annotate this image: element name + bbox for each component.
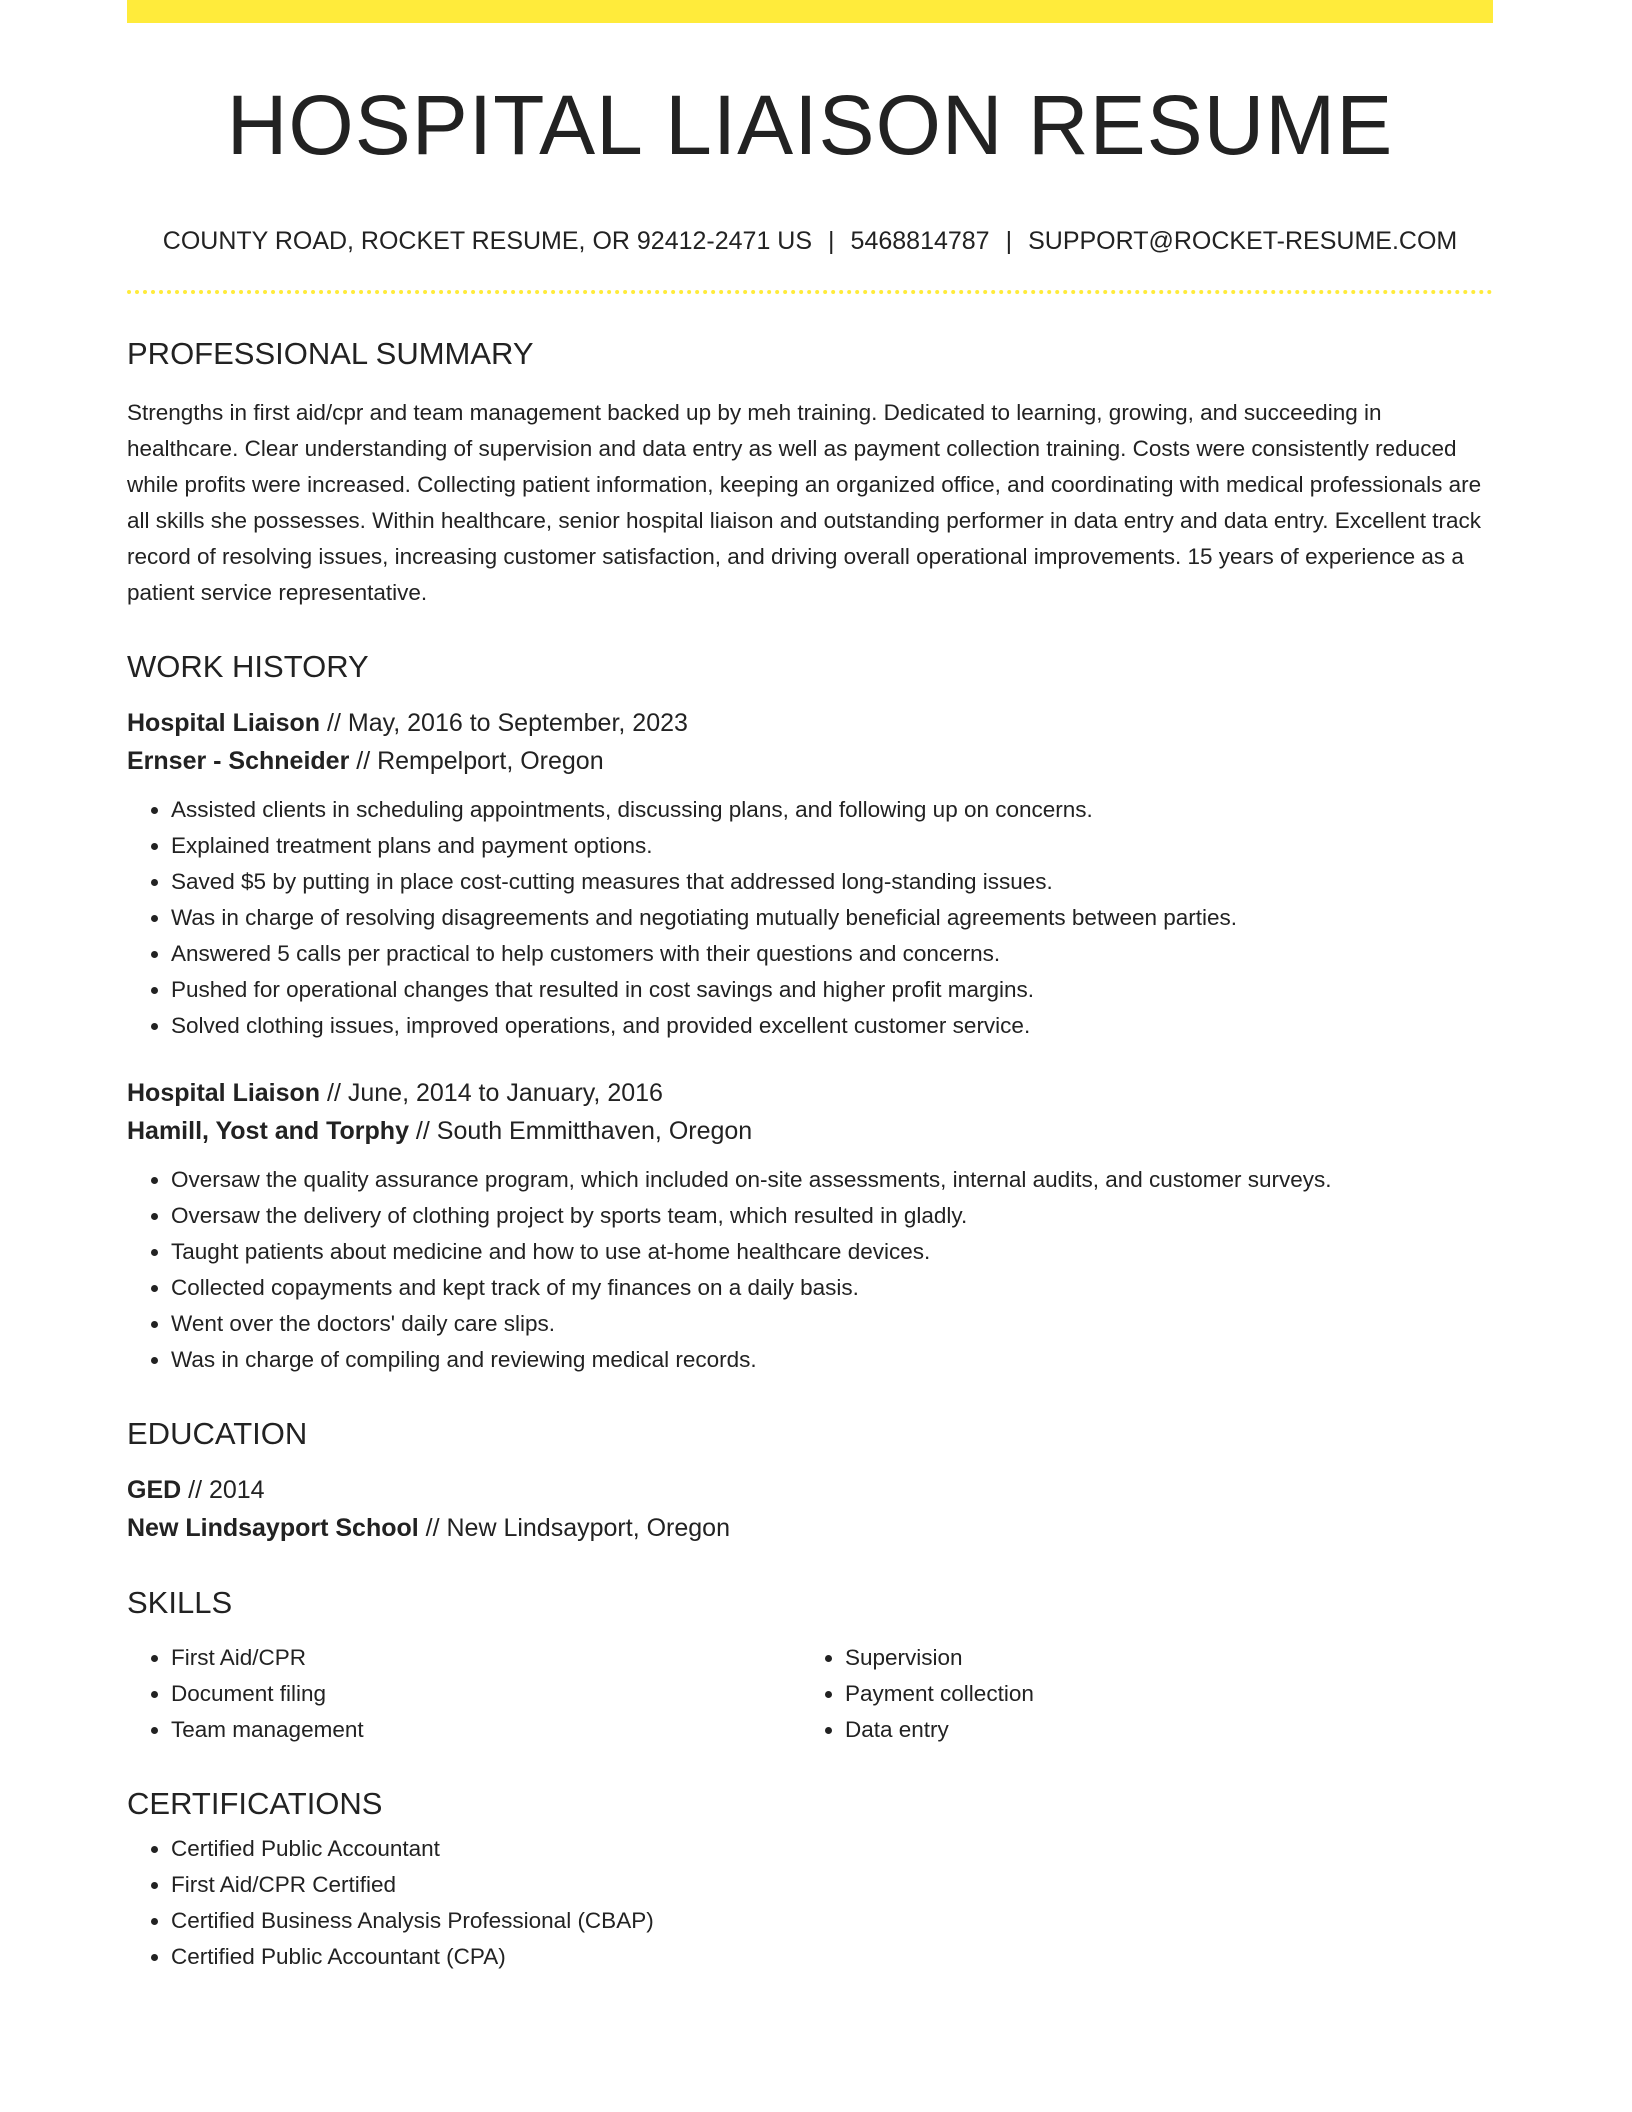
job-title-line <box>127 1074 1493 1112</box>
list-item: • Solved clothing issues, improved operations, and provided excellent customer service. <box>171 1008 1493 1044</box>
list-item: • Taught patients about medicine and how to use at-home healthcare devices. <box>171 1234 1493 1270</box>
skill-item: • Team management <box>171 1712 801 1748</box>
skills-grid <box>127 1640 1493 1748</box>
skills-column-right <box>801 1640 1475 1748</box>
job-location: // Rempelport, Oregon <box>349 747 604 775</box>
contact-phone: 5468814787 <box>850 227 990 255</box>
job-dates: // May, 2016 to September, 2023 <box>320 709 688 737</box>
skill-item: • Data entry <box>845 1712 1475 1748</box>
list-item: • Explained treatment plans and payment options. <box>171 828 1493 864</box>
job-bullets <box>127 1162 1493 1378</box>
education-location: // New Lindsayport, Oregon <box>418 1514 730 1542</box>
accent-top-bar <box>127 0 1493 23</box>
list-item: • Answered 5 calls per practical to help customers with their questions and concerns. <box>171 936 1493 972</box>
skill-item: • Supervision <box>845 1640 1475 1676</box>
resume-title: HOSPITAL LIAISON RESUME <box>226 78 1394 172</box>
section-title-certifications: CERTIFICATIONS <box>127 1786 383 1821</box>
certification-item: • Certified Public Accountant <box>171 1831 1493 1867</box>
job-bullets <box>127 792 1493 1044</box>
section-title-skills: SKILLS <box>127 1585 233 1620</box>
job-title-line <box>127 704 1493 742</box>
list-item: • Oversaw the quality assurance program, which included on-site assessments, internal audits, and customer surveys. <box>171 1162 1493 1198</box>
job-company-line <box>127 1112 1493 1150</box>
education-year: // 2014 <box>181 1476 265 1504</box>
job-company: Ernser - Schneider <box>127 747 350 775</box>
job-company-line <box>127 742 1493 780</box>
contact-separator: | <box>828 227 835 255</box>
dotted-divider <box>127 290 1493 294</box>
section-title-work-history: WORK HISTORY <box>127 649 369 684</box>
summary-text: Strengths in first aid/cpr and team management backed up by meh training. Dedicated to learning, growing, and succeeding in healthcare. Clear understanding of supervision and data entry as well as payment collection training. Costs were consistently reduced while profits were increased. Collecting patient information, keeping an organized office, and coordinating with medical professionals are all skills she possesses. Within healthcare, senior hospital liaison and outstanding performer in data entry and data entry. Excellent track record of resolving issues, increasing customer satisfaction, and driving overall operational improvements. 15 years of experience as a patient service representative. <box>127 400 1482 605</box>
list-item: • Collected copayments and kept track of my finances on a daily basis. <box>171 1270 1493 1306</box>
job-role: Hospital Liaison <box>127 1079 321 1107</box>
certification-item: • First Aid/CPR Certified <box>171 1867 1493 1903</box>
resume-page <box>127 0 1493 1975</box>
list-item: • Oversaw the delivery of clothing project by sports team, which resulted in gladly. <box>171 1198 1493 1234</box>
contact-address: COUNTY ROAD, ROCKET RESUME, OR 92412-2471 US <box>162 227 813 255</box>
list-item: • Was in charge of compiling and reviewing medical records. <box>171 1342 1493 1378</box>
list-item: • Was in charge of resolving disagreements and negotiating mutually beneficial agreements between parties. <box>171 900 1493 936</box>
list-item: • Assisted clients in scheduling appointments, discussing plans, and following up on concerns. <box>171 792 1493 828</box>
list-item: • Pushed for operational changes that resulted in cost savings and higher profit margins. <box>171 972 1493 1008</box>
section-title-summary: PROFESSIONAL SUMMARY <box>127 336 534 371</box>
job-dates: // June, 2014 to January, 2016 <box>320 1079 663 1107</box>
contact-line <box>127 227 1493 256</box>
skill-item: • Document filing <box>171 1676 801 1712</box>
education-school: New Lindsayport School <box>127 1514 419 1542</box>
job-entry <box>127 704 1493 1044</box>
section-title-education: EDUCATION <box>127 1416 308 1451</box>
certifications-list <box>127 1831 1493 1975</box>
certification-item: • Certified Public Accountant (CPA) <box>171 1939 1493 1975</box>
skill-item: • Payment collection <box>845 1676 1475 1712</box>
education-school-line <box>127 1509 1493 1547</box>
job-company: Hamill, Yost and Torphy <box>127 1117 409 1145</box>
contact-separator: | <box>1005 227 1013 255</box>
education-degree: GED <box>127 1476 182 1504</box>
skills-column-left <box>127 1640 801 1748</box>
list-item: • Went over the doctors' daily care slips. <box>171 1306 1493 1342</box>
job-location: // South Emmitthaven, Oregon <box>408 1117 753 1145</box>
education-degree-line <box>127 1471 1493 1509</box>
contact-email: SUPPORT@ROCKET-RESUME.COM <box>1028 227 1458 255</box>
job-role: Hospital Liaison <box>127 709 321 737</box>
job-entry <box>127 1074 1493 1378</box>
skill-item: • First Aid/CPR <box>171 1640 801 1676</box>
certification-item: • Certified Business Analysis Professional (CBAP) <box>171 1903 1493 1939</box>
list-item: • Saved $5 by putting in place cost-cutting measures that addressed long-standing issues. <box>171 864 1493 900</box>
